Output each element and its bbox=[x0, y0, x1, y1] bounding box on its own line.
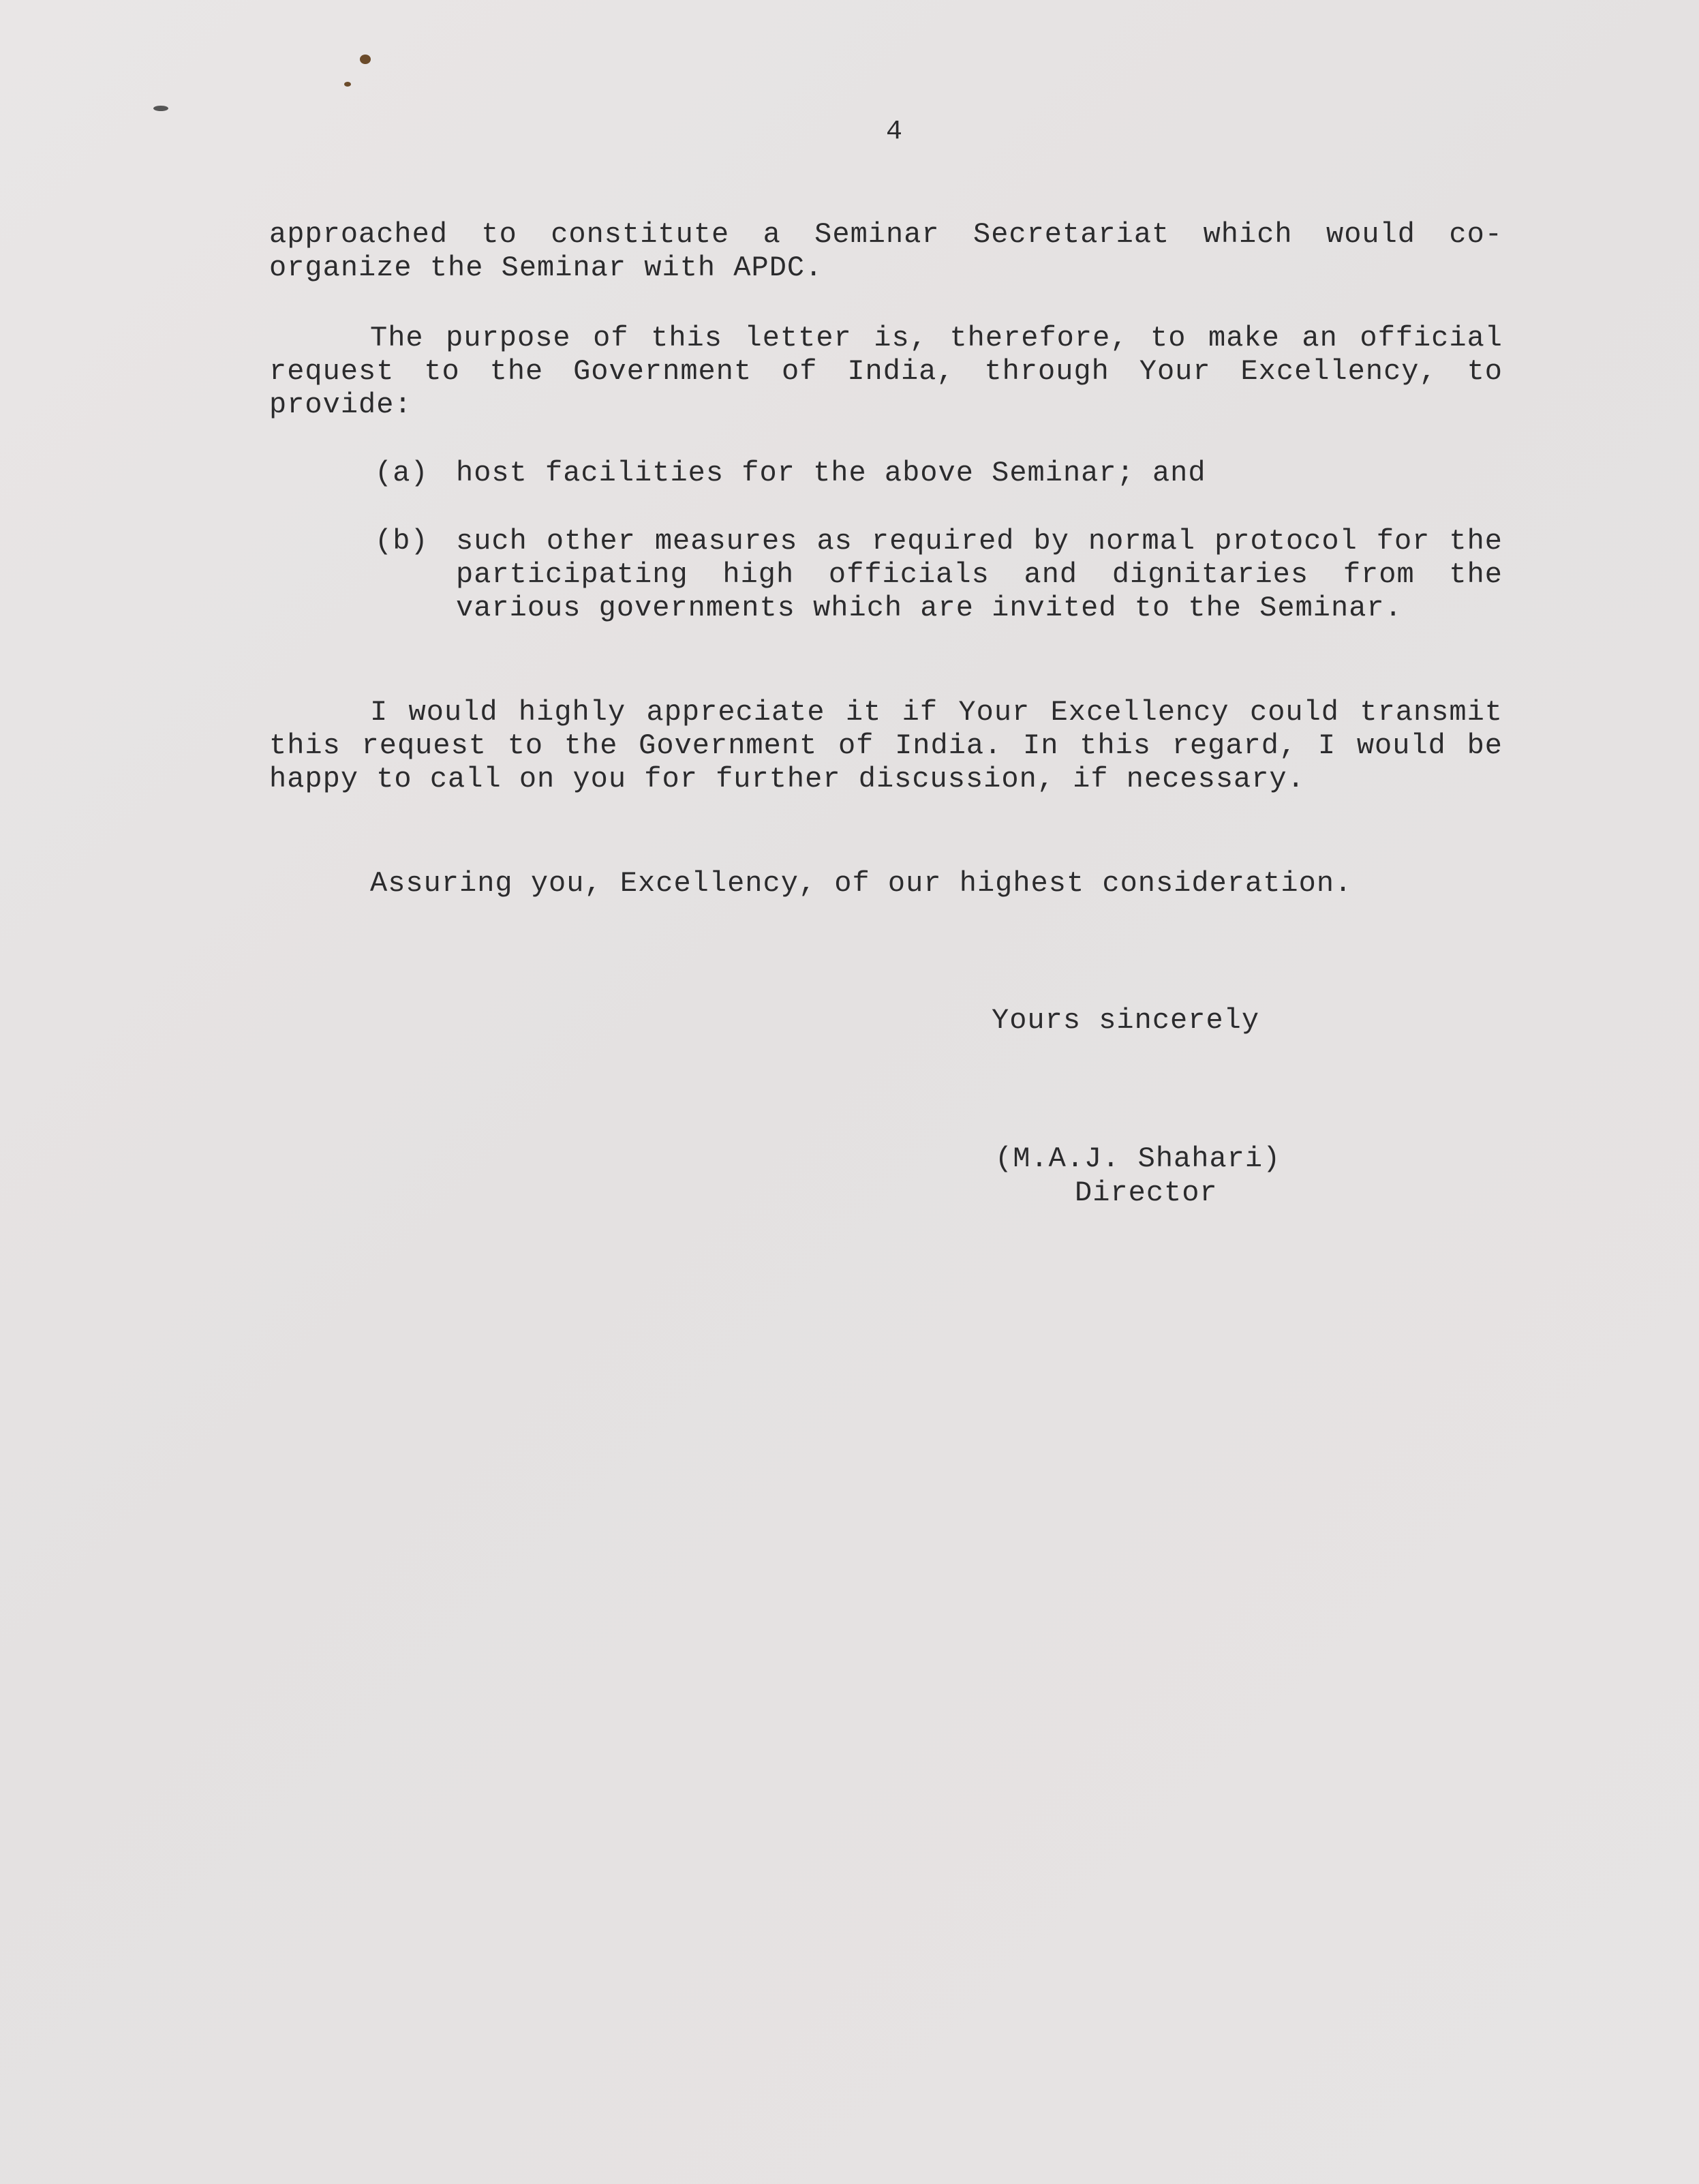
paragraph-seminar-secretariat: approached to constitute a Seminar Secretariat which would co-organize the Seminar with APDC. bbox=[269, 218, 1503, 284]
paragraph-consideration: Assuring you, Excellency, of our highest consideration. bbox=[370, 867, 1353, 900]
list-marker-b: (b) bbox=[375, 525, 429, 558]
paragraph-official-request: The purpose of this letter is, therefore, to make an official request to the Government of India, through Your Excellency, to provide: bbox=[269, 322, 1503, 421]
paper-stain bbox=[153, 106, 168, 111]
list-text-b: such other measures as required by normal protocol for the participating high officials and dignitaries from the various governments which are invited to the Seminar. bbox=[456, 525, 1503, 624]
closing-salutation: Yours sincerely bbox=[992, 1004, 1260, 1037]
paragraph-transmit-request: I would highly appreciate it if Your Excellency could transmit this request to the Government of India. In this regard, I would be happy to call on you for further discussion, if necessary. bbox=[269, 696, 1503, 795]
paper-stain bbox=[344, 82, 351, 87]
signatory-name: (M.A.J. Shahari) bbox=[995, 1142, 1281, 1175]
page-number: 4 bbox=[886, 117, 903, 147]
paper-stain bbox=[360, 55, 371, 64]
list-marker-a: (a) bbox=[375, 457, 429, 489]
signatory-title: Director bbox=[1075, 1177, 1218, 1209]
list-text-a: host facilities for the above Seminar; and bbox=[456, 457, 1206, 489]
